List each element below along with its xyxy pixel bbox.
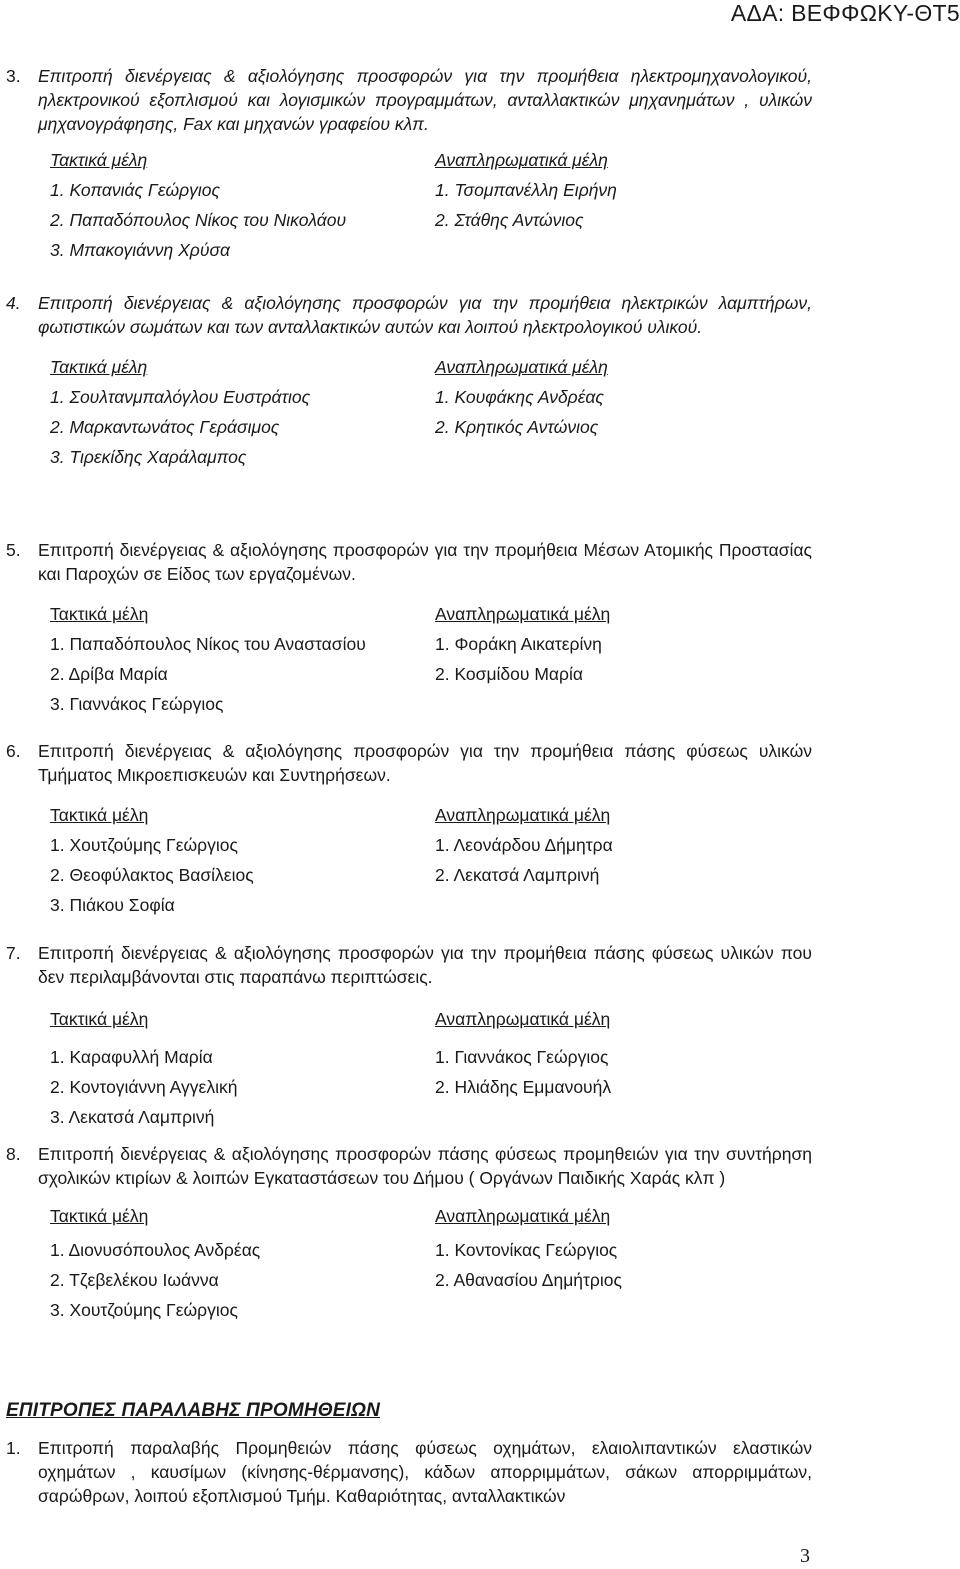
committee-section-6 <box>6 739 812 917</box>
regular-member: 3. Μπακογιάννη Χρύσα <box>50 240 230 260</box>
alternate-members-label: Αναπληρωματικά μέλη <box>435 604 611 624</box>
section-title-text: Επιτροπή διενέργειας & αξιολόγησης προσφορών για την προμήθεια Μέσων Ατομικής Προστασίας και Παροχών σε Είδος των εργαζομένων. <box>38 540 812 584</box>
alternate-member: 1. Φοράκη Αικατερίνη <box>435 634 602 654</box>
regular-member: 2. Παπαδόπουλος Νίκος του Νικολάου <box>50 210 347 230</box>
members-grid <box>50 1204 812 1322</box>
regular-member: 2. Κοντογιάννη Αγγελική <box>50 1077 238 1097</box>
regular-members-label: Τακτικά μέλη <box>50 150 148 170</box>
regular-member: 1. Διονυσόπουλος Ανδρέας <box>50 1240 261 1260</box>
section-title <box>6 291 812 339</box>
regular-members-label: Τακτικά μέλη <box>50 357 148 377</box>
alternate-member: 2. Στάθης Αντώνιος <box>435 210 584 230</box>
regular-member: 1. Χουτζούμης Γεώργιος <box>50 835 238 855</box>
section-title <box>6 64 812 136</box>
alternate-members-label: Αναπληρωματικά μέλη <box>435 1206 611 1226</box>
section-title-text: Επιτροπή διενέργειας & αξιολόγησης προσφορών για την προμήθεια πάσης φύσεως υλικών που δεν περιλαμβάνονται στις παραπάνω περιπτώσεις. <box>38 943 812 987</box>
section-title-text: Επιτροπή διενέργειας & αξιολόγησης προσφορών για την προμήθεια πάσης φύσεως υλικών Τμήματος Μικροεπισκευών και Συντηρήσεων. <box>38 741 812 785</box>
alternate-member: 1. Κουφάκης Ανδρέας <box>435 387 604 407</box>
alternate-members-label: Αναπληρωματικά μέλη <box>435 1009 611 1029</box>
section-number: 5. <box>6 540 21 560</box>
section-number: 4. <box>6 293 21 313</box>
alternate-member: 2. Αθανασίου Δημήτριος <box>435 1270 622 1290</box>
alternate-member: 1. Γιαννάκος Γεώργιος <box>435 1047 609 1067</box>
section-title <box>6 1436 812 1508</box>
alternate-members-label: Αναπληρωματικά μέλη <box>435 150 608 170</box>
receipt-committees-heading: ΕΠΙΤΡΟΠΕΣ ΠΑΡΑΛΑΒΗΣ ΠΡΟΜΗΘΕΙΩΝ <box>6 1400 381 1421</box>
alternate-member: 2. Κρητικός Αντώνιος <box>435 417 599 437</box>
regular-member: 3. Τιρεκίδης Χαράλαμπος <box>50 447 247 467</box>
section-title-text: Επιτροπή διενέργειας & αξιολόγησης προσφορών για την προμήθεια ηλεκτρομηχανολογικού, ηλεκτρονικού εξοπλισμού και λογισμικών προγραμμάτων, ανταλλακτικών μηχανημάτων , υλικών μηχανογράφησης, Fax και μηχανών γραφείου κλπ. <box>38 66 812 134</box>
regular-members-label: Τακτικά μέλη <box>50 1206 149 1226</box>
alternate-members-label: Αναπληρωματικά μέλη <box>435 805 611 825</box>
regular-member: 2. Τζεβελέκου Ιωάννα <box>50 1270 219 1290</box>
section-title <box>6 739 812 787</box>
regular-members-label: Τακτικά μέλη <box>50 604 149 624</box>
committee-section-5 <box>6 538 812 716</box>
regular-member: 3. Γιαννάκος Γεώργιος <box>50 694 224 714</box>
members-grid <box>50 602 812 716</box>
page-number: 3 <box>800 1545 810 1567</box>
alternate-member: 2. Ηλιάδης Εμμανουήλ <box>435 1077 612 1097</box>
members-grid <box>50 803 812 917</box>
regular-member: 1. Σουλτανμπαλόγλου Ευστράτιος <box>50 387 311 407</box>
regular-member: 2. Θεοφύλακτος Βασίλειος <box>50 865 254 885</box>
section-title-text: Επιτροπή παραλαβής Προμηθειών πάσης φύσεως οχημάτων, ελαιολιπαντικών ελαστικών οχημάτων , καυσίμων (κίνησης-θέρμανσης), κάδων απορριμμάτων, σάκων απορριμμάτων, σαρώθρων, λοιπού εξοπλισμού Τμήμ. Καθαριότητας, ανταλλακτικών <box>38 1438 812 1506</box>
committee-section-4 <box>6 291 812 469</box>
regular-members-label: Τακτικά μέλη <box>50 805 149 825</box>
receipt-committee-1 <box>6 1436 812 1508</box>
alternate-members-label: Αναπληρωματικά μέλη <box>435 357 608 377</box>
regular-member: 1. Παπαδόπουλος Νίκος του Αναστασίου <box>50 634 366 654</box>
alternate-member: 1. Λεονάρδου Δήμητρα <box>435 835 613 855</box>
regular-members-label: Τακτικά μέλη <box>50 1009 149 1029</box>
regular-member: 3. Λεκατσά Λαμπρινή <box>50 1107 215 1127</box>
section-title-text: Επιτροπή διενέργειας & αξιολόγησης προσφορών πάσης φύσεως προμηθειών για την συντήρηση σχολικών κτιρίων & λοιπών Εγκαταστάσεων του Δήμου ( Οργάνων Παιδικής Χαράς κλπ ) <box>38 1144 812 1188</box>
committee-section-8 <box>6 1142 812 1322</box>
ada-code: ΑΔΑ: ΒΕΦΦΩΚΥ-ΘΤ5 <box>730 0 960 26</box>
committee-section-3 <box>6 64 812 262</box>
regular-member: 3. Χουτζούμης Γεώργιος <box>50 1300 238 1320</box>
section-title <box>6 1142 812 1190</box>
section-number: 3. <box>6 66 21 86</box>
alternate-member: 1. Τσομπανέλλη Ειρήνη <box>435 180 617 200</box>
section-number: 7. <box>6 943 21 963</box>
section-number: 1. <box>6 1438 21 1458</box>
section-number: 8. <box>6 1144 21 1164</box>
section-title <box>6 538 812 586</box>
regular-member: 3. Πιάκου Σοφία <box>50 895 175 915</box>
alternate-member: 2. Κοσμίδου Μαρία <box>435 664 583 684</box>
regular-member: 2. Μαρκαντωνάτος Γεράσιμος <box>50 417 280 437</box>
section-title <box>6 941 812 989</box>
alternate-member: 1. Κοντονίκας Γεώργιος <box>435 1240 618 1260</box>
regular-member: 1. Καραφυλλή Μαρία <box>50 1047 213 1067</box>
section-number: 6. <box>6 741 21 761</box>
members-grid <box>50 1007 812 1129</box>
alternate-member: 2. Λεκατσά Λαμπρινή <box>435 865 600 885</box>
members-grid <box>50 355 812 469</box>
section-title-text: Επιτροπή διενέργειας & αξιολόγησης προσφορών για την προμήθεια ηλεκτρικών λαμπτήρων, φωτιστικών σωμάτων και των ανταλλακτικών αυτών και λοιπού ηλεκτρολογικού υλικού. <box>38 293 812 337</box>
regular-member: 2. Δρίβα Μαρία <box>50 664 168 684</box>
regular-member: 1. Κοπανιάς Γεώργιος <box>50 180 221 200</box>
committee-section-7 <box>6 941 812 1129</box>
members-grid <box>50 148 812 262</box>
